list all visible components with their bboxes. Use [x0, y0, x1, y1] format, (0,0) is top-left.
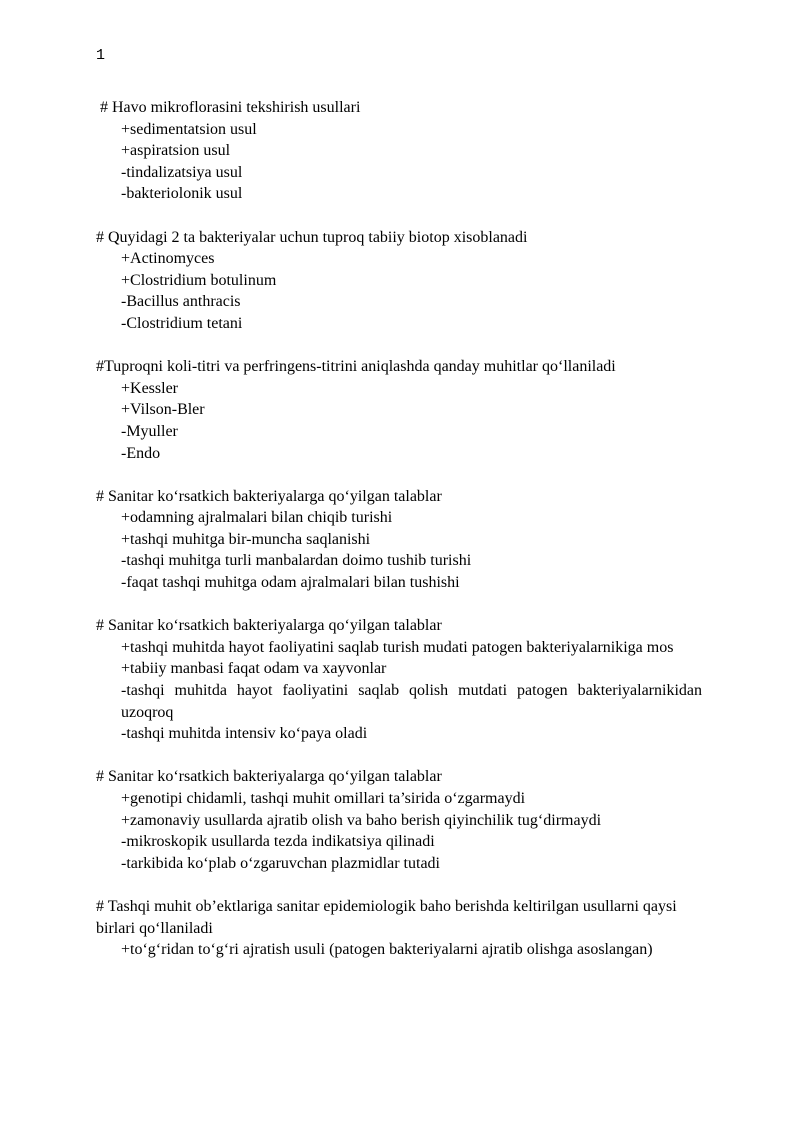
answer-option: -bakteriolonik usul: [121, 185, 243, 203]
answer-option: -faqat tashqi muhitga odam ajralmalari bilan tushishi: [121, 574, 460, 592]
answer-option: +Vilson-Bler: [121, 401, 205, 419]
answer-option: -tashqi muhitga turli manbalardan doimo tushib turishi: [121, 552, 472, 570]
answer-option: +zamonaviy usullarda ajratib olish va baho berish qiyinchilik tug‘dirmaydi: [121, 811, 602, 829]
answer-option: +tashqi muhitda hayot faoliyatini saqlab turish mudati patogen bakteriyalarnikiga mos: [121, 638, 674, 656]
answer-option: +tashqi muhitga bir-muncha saqlanishi: [121, 530, 371, 548]
question-2: [96, 227, 702, 335]
page-number: 1: [96, 47, 106, 64]
answer-option: +sedimentatsion usul: [121, 120, 257, 138]
answer-option: -mikroskopik usullarda tezda indikatsiya qilinadi: [121, 833, 435, 851]
question-6: [96, 766, 702, 874]
answer-option: +aspiratsion usul: [121, 142, 231, 160]
answer-option: +Actinomyces: [121, 250, 215, 268]
answer-option: +Clostridium botulinum: [121, 271, 277, 289]
question-title: # Sanitar ko‘rsatkich bakteriyalarga qo‘yilgan talablar: [96, 487, 442, 505]
question-title: # Quyidagi 2 ta bakteriyalar uchun tuproq tabiiy biotop xisoblanadi: [96, 228, 528, 246]
question-title: # Sanitar ko‘rsatkich bakteriyalarga qo‘yilgan talablar: [96, 617, 442, 635]
answer-option: -tindalizatsiya usul: [121, 163, 243, 181]
answer-option: +odamning ajralmalari bilan chiqib turishi: [121, 509, 393, 527]
question-5: [96, 615, 702, 745]
document-body: [96, 97, 702, 982]
answer-option: -Endo: [121, 444, 161, 462]
question-title: #Tuproqni koli-titri va perfringens-titrini aniqlashda qanday muhitlar qo‘llaniladi: [96, 358, 616, 376]
question-title: # Sanitar ko‘rsatkich bakteriyalarga qo‘yilgan talablar: [96, 768, 442, 786]
answer-option: -Myuller: [121, 422, 178, 440]
answer-option: -tarkibida ko‘plab o‘zgaruvchan plazmidlar tutadi: [121, 854, 440, 872]
question-3: [96, 356, 702, 464]
answer-option: +Kessler: [121, 379, 179, 397]
answer-option: -Bacillus anthracis: [121, 293, 241, 311]
answer-option: -tashqi muhitda hayot faoliyatini saqlab qolish mutdati patogen bakteriyalarnikidan uzoqroq: [121, 682, 702, 721]
question-7: [96, 896, 702, 961]
answer-option: +genotipi chidamli, tashqi muhit omillari ta’sirida o‘zgarmaydi: [121, 790, 526, 807]
question-1: [96, 97, 702, 205]
question-4: [96, 486, 702, 594]
answer-option: +tabiiy manbasi faqat odam va xayvonlar: [121, 660, 387, 678]
question-title: # Tashqi muhit ob’ektlariga sanitar epidemiologik baho berishda keltirilgan usullarni qaysi birlari qo‘llaniladi: [96, 897, 677, 937]
answer-option: -Clostridium tetani: [121, 314, 243, 332]
answer-option: +to‘g‘ridan to‘g‘ri ajratish usuli (patogen bakteriyalarni ajratib olishga asoslangan): [121, 941, 653, 959]
answer-option: -tashqi muhitda intensiv ko‘paya oladi: [121, 725, 368, 743]
question-title: # Havo mikroflorasini tekshirish usullari: [100, 99, 361, 116]
